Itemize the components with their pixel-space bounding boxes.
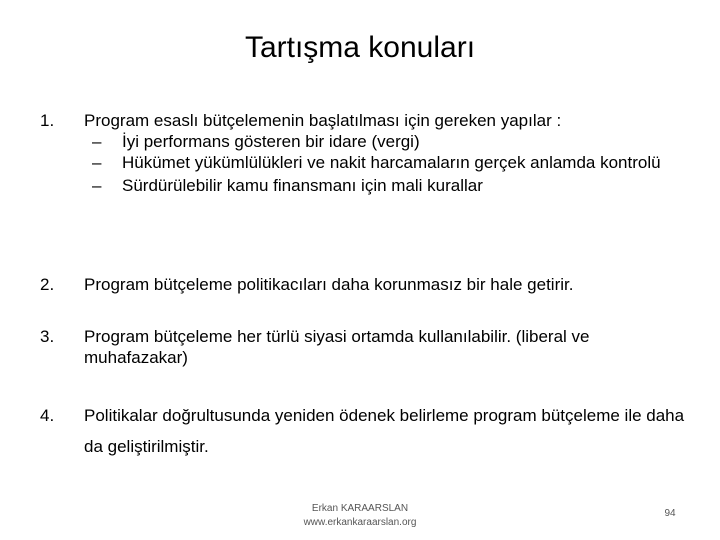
dash-bullet: – [92, 176, 102, 195]
footer [260, 502, 460, 530]
list-item-number: 4. [40, 406, 55, 425]
list-item-1 [40, 110, 690, 196]
list-item-2 [40, 274, 690, 295]
footer-website: www.erkankaraarslan.org [303, 517, 417, 528]
list-item-text: Program bütçeleme politikacıları daha korunmasız bir hale getirir. [84, 275, 574, 294]
dash-bullet: – [92, 132, 102, 151]
dash-bullet: – [92, 153, 102, 172]
list-item-3 [40, 326, 690, 368]
list-item-4 [40, 400, 690, 462]
sub-item-text: Hükümet yükümlülükleri ve nakit harcamaların gerçek anlamda kontrolü [122, 153, 661, 172]
sub-item-2 [92, 152, 690, 173]
sub-item-text: Sürdürülebilir kamu finansmanı için mali kurallar [122, 176, 483, 195]
list-item-text: Program bütçeleme her türlü siyasi ortamda kullanılabilir. (liberal ve muhafazakar) [84, 327, 590, 367]
list-item-number: 1. [40, 111, 55, 130]
slide-title: Tartışma konuları [244, 31, 476, 64]
footer-author: Erkan KARAARSLAN [311, 503, 409, 514]
sub-item-text: İyi performans gösteren bir idare (vergi) [122, 132, 420, 151]
sub-item-1 [92, 131, 690, 152]
list-item-text: Politikalar doğrultusunda yeniden ödenek belirleme program bütçeleme ile daha da geliştirilmiştir. [84, 406, 685, 456]
list-item-text: Program esaslı bütçelemenin başlatılması için gereken yapılar : [84, 111, 562, 130]
list-item-number: 2. [40, 275, 55, 294]
page-number: 94 [664, 508, 676, 519]
sub-item-3 [92, 175, 690, 196]
list-item-number: 3. [40, 327, 55, 346]
